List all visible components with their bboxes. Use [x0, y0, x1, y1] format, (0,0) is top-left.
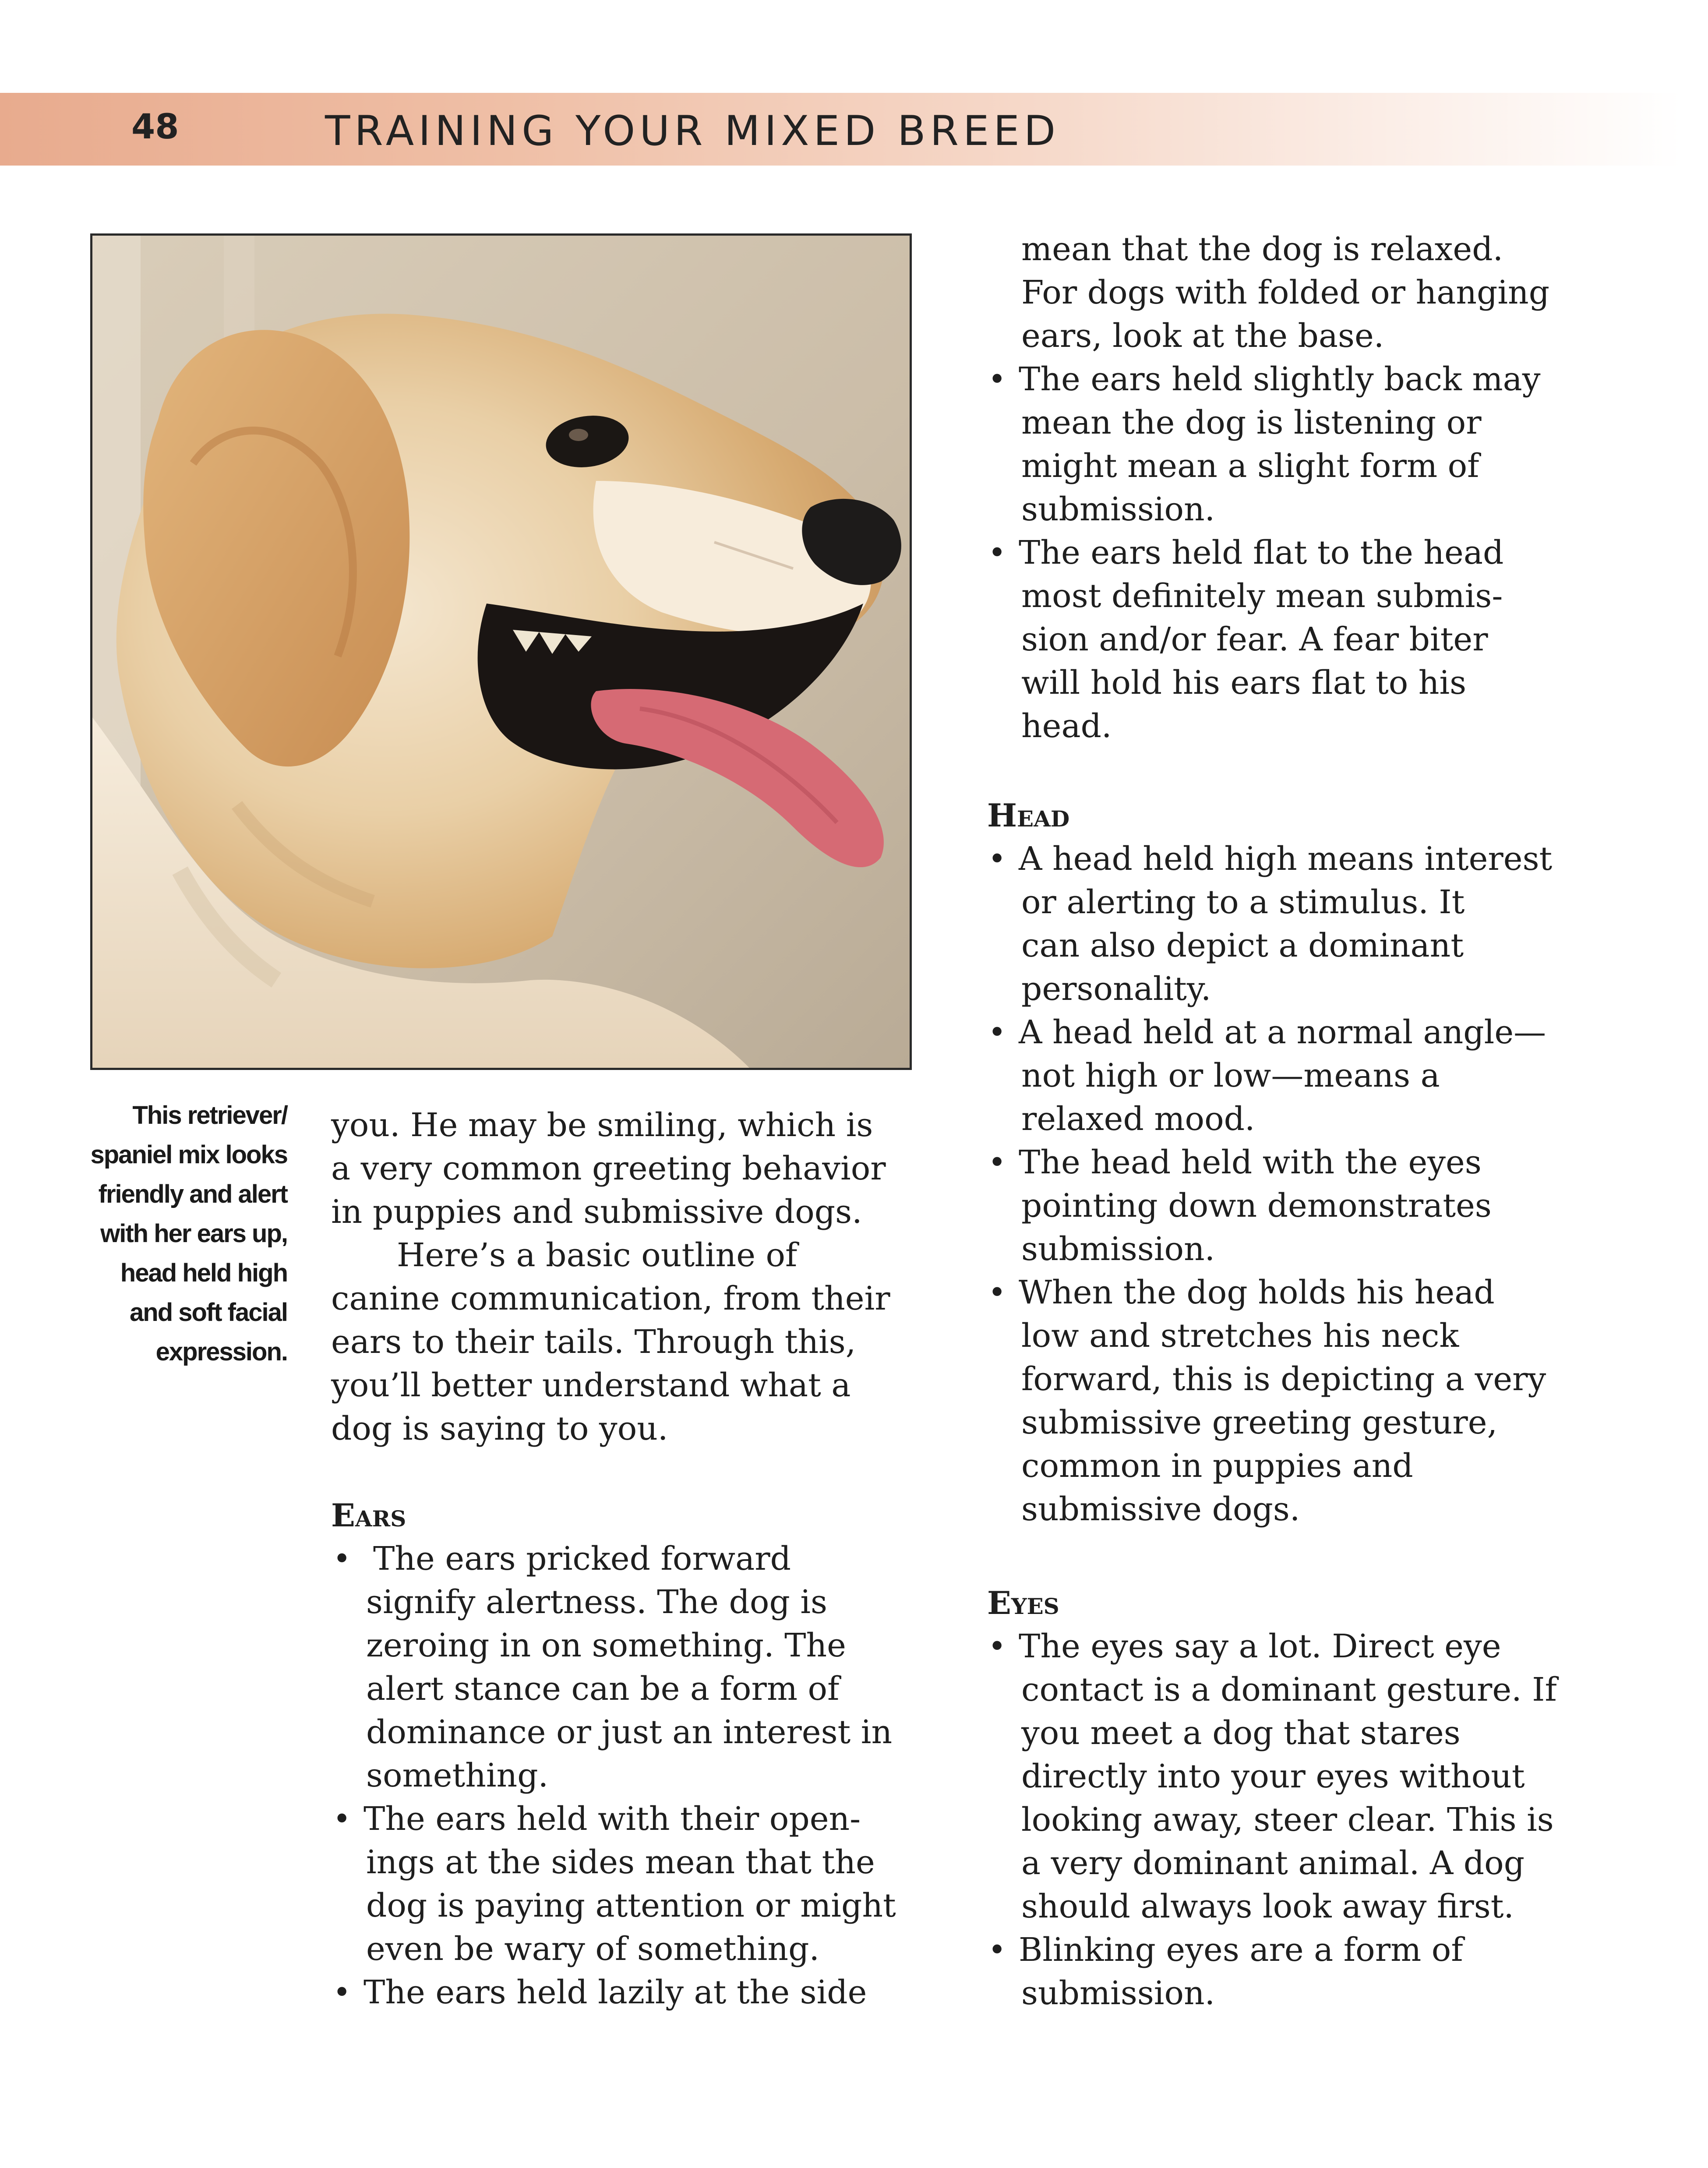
- body-line: For dogs with folded or hanging: [1021, 274, 1550, 311]
- body-line: you meet a dog that stares: [1021, 1714, 1461, 1752]
- caption-line: and soft facial: [130, 1298, 287, 1327]
- body-line: zeroing in on something. The: [366, 1627, 846, 1664]
- caption-line: This retriever/: [132, 1101, 287, 1130]
- bullet-marker: •: [988, 1932, 1006, 1968]
- body-line: most definitely mean submis-: [1021, 577, 1503, 615]
- bullet-marker: •: [988, 1144, 1006, 1180]
- body-line: mean the dog is listening or: [1021, 404, 1482, 441]
- body-line: contact is a dominant gesture. If: [1021, 1671, 1557, 1709]
- bullet-marker: •: [333, 1974, 351, 2010]
- bullet-marker: •: [988, 361, 1006, 397]
- body-line: mean that the dog is relaxed.: [1021, 230, 1503, 268]
- body-line: The eyes say a lot. Direct eye: [1019, 1628, 1501, 1665]
- body-line: ears to their tails. Through this,: [331, 1323, 856, 1361]
- body-line: relaxed mood.: [1021, 1100, 1255, 1138]
- body-line: When the dog holds his head: [1019, 1274, 1495, 1311]
- body-line: common in puppies and: [1021, 1447, 1413, 1485]
- body-line: A head held at a normal angle—: [1019, 1013, 1546, 1051]
- body-line: A head held high means interest: [1019, 840, 1553, 878]
- body-line: even be wary of something.: [366, 1930, 819, 1968]
- body-line: Blinking eyes are a form of: [1019, 1931, 1463, 1969]
- body-line: should always look away first.: [1021, 1888, 1514, 1925]
- body-line: dog is saying to you.: [331, 1410, 668, 1448]
- caption-line: head held high: [120, 1259, 287, 1287]
- body-line: submissive dogs.: [1021, 1490, 1300, 1528]
- body-line: The ears held flat to the head: [1019, 534, 1504, 572]
- body-line: submission.: [1021, 1974, 1215, 2012]
- bullet-marker: •: [988, 535, 1006, 571]
- dog-photo: [90, 233, 912, 1070]
- caption-line: expression.: [155, 1338, 287, 1366]
- body-line: forward, this is depicting a very: [1021, 1360, 1546, 1398]
- body-line: alert stance can be a form of: [366, 1670, 840, 1708]
- body-line: head.: [1021, 707, 1112, 745]
- bullet-marker: •: [988, 1275, 1006, 1310]
- body-line: dominance or just an interest in: [366, 1713, 893, 1751]
- body-line: ears, look at the base.: [1021, 317, 1384, 355]
- body-line: directly into your eyes without: [1021, 1758, 1525, 1795]
- body-line: The ears held with their open-: [363, 1800, 861, 1838]
- body-line: submission.: [1021, 1230, 1215, 1268]
- body-line: you’ll better understand what a: [331, 1366, 851, 1404]
- bullet-marker: •: [988, 841, 1006, 877]
- body-line: might mean a slight form of: [1021, 447, 1479, 485]
- body-line: you. He may be smiling, which is: [331, 1106, 873, 1144]
- bullet-marker: •: [333, 1541, 351, 1577]
- body-line: a very dominant animal. A dog: [1021, 1844, 1525, 1882]
- section-heading-ears: Ears: [331, 1497, 406, 1534]
- body-line: submission.: [1021, 491, 1215, 528]
- body-line: a very common greeting behavior: [331, 1150, 886, 1187]
- body-line: canine communication, from their: [331, 1280, 890, 1317]
- body-line: ings at the sides mean that the: [366, 1843, 875, 1881]
- body-line: The head held with the eyes: [1019, 1144, 1482, 1181]
- section-heading-head: Head: [987, 797, 1070, 834]
- caption-line: with her ears up,: [100, 1219, 287, 1248]
- caption-line: spaniel mix looks: [90, 1140, 287, 1169]
- running-title: TRAINING YOUR MIXED BREED: [325, 107, 1060, 155]
- body-line: pointing down demonstrates: [1021, 1187, 1492, 1225]
- body-line: submissive greeting gesture,: [1021, 1404, 1498, 1441]
- body-line: sion and/or fear. A fear biter: [1021, 621, 1488, 658]
- body-line: looking away, steer clear. This is: [1021, 1801, 1554, 1839]
- body-line: dog is paying attention or might: [366, 1887, 896, 1924]
- photo-caption: [61, 1096, 287, 1372]
- body-line: Here’s a basic outline of: [397, 1236, 798, 1274]
- body-line: The ears pricked forward: [373, 1540, 791, 1578]
- body-line: low and stretches his neck: [1021, 1317, 1459, 1355]
- body-line: in puppies and submissive dogs.: [331, 1193, 862, 1231]
- body-line: The ears held slightly back may: [1019, 360, 1541, 398]
- page-number: 48: [131, 107, 179, 147]
- body-line: will hold his ears flat to his: [1021, 664, 1467, 702]
- bullet-marker: •: [333, 1801, 351, 1837]
- section-heading-eyes: Eyes: [987, 1584, 1059, 1621]
- body-line: personality.: [1021, 970, 1211, 1008]
- bullet-marker: •: [988, 1628, 1006, 1664]
- body-line: The ears held lazily at the side: [363, 1974, 867, 2011]
- caption-line: friendly and alert: [98, 1180, 287, 1208]
- bullet-marker: •: [988, 1014, 1006, 1050]
- body-line: signify alertness. The dog is: [366, 1583, 827, 1621]
- body-line: not high or low—means a: [1021, 1057, 1440, 1095]
- body-line: something.: [366, 1757, 549, 1794]
- body-line: can also depict a dominant: [1021, 927, 1464, 964]
- body-line: or alerting to a stimulus. It: [1021, 883, 1465, 921]
